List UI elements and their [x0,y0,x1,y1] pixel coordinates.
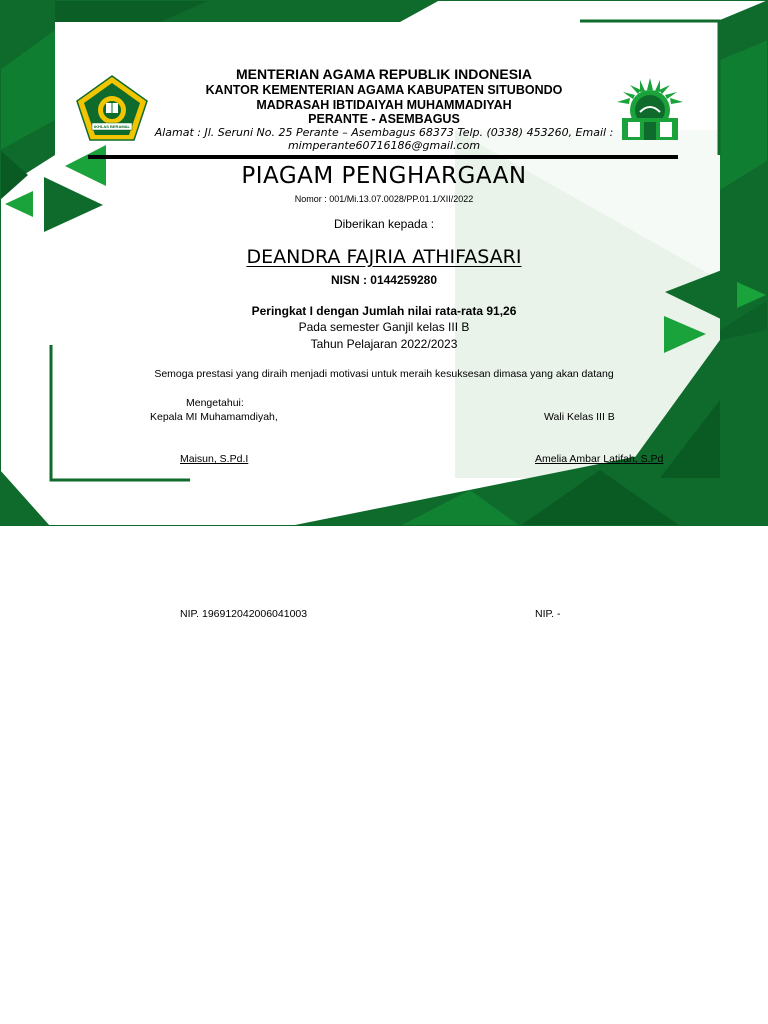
recipient-nisn: NISN : 0144259280 [330,273,438,287]
recipient-name [0,246,768,268]
headmaster-role: Kepala MI Muhamamdiyah, [150,411,278,423]
header-location: PERANTE - ASEMBAGUS [308,112,460,126]
headmaster-name: Maisun, S.Pd.I [180,453,249,465]
achievement-rank: Peringkat I dengan Jumlah nilai rata-rata 91,26 [251,304,517,318]
homeroom-teacher-nip: NIP. - [535,608,561,620]
header-divider [88,155,678,159]
homeroom-teacher-role: Wali Kelas III B [544,411,615,423]
closing-wish: Semoga prestasi yang diraih menjadi motivasi untuk meraih kesuksesan dimasa yang akan datang [154,368,614,380]
header-office: KANTOR KEMENTERIAN AGAMA KABUPATEN SITUBONDO [205,83,563,97]
given-to-label: Diberikan kepada : [333,217,435,231]
acknowledge-label: Mengetahui: [186,397,244,409]
achievement-year: Tahun Pelajaran 2022/2023 [310,337,458,351]
headmaster-nip: NIP. 196912042006041003 [180,608,308,620]
address-email: mimperante60716186@gmail.com [287,139,481,152]
certificate-title: PIAGAM PENGHARGAAN [241,163,527,189]
emblem-ribbon-text: IKHLAS BERAMAL [94,124,130,129]
homeroom-teacher-name: Amelia Ambar Latifah, S.Pd [535,453,664,465]
header-ministry: MENTERIAN AGAMA REPUBLIK INDONESIA [235,66,533,82]
achievement-semester: Pada semester Ganjil kelas III B [298,320,470,334]
recipient-name-text: DEANDRA FAJRIA ATHIFASARI [246,246,522,268]
address-line: Alamat : Jl. Seruni No. 25 Perante – Asembagus 68373 Telp. (0338) 453260, Email : [154,126,614,139]
header-school: MADRASAH IBTIDAIYAH MUHAMMADIYAH [256,98,512,112]
header-address [0,126,768,152]
certificate-number: Nomor : 001/Mi.13.07.0028/PP.01.1/XII/2022 [294,194,474,204]
